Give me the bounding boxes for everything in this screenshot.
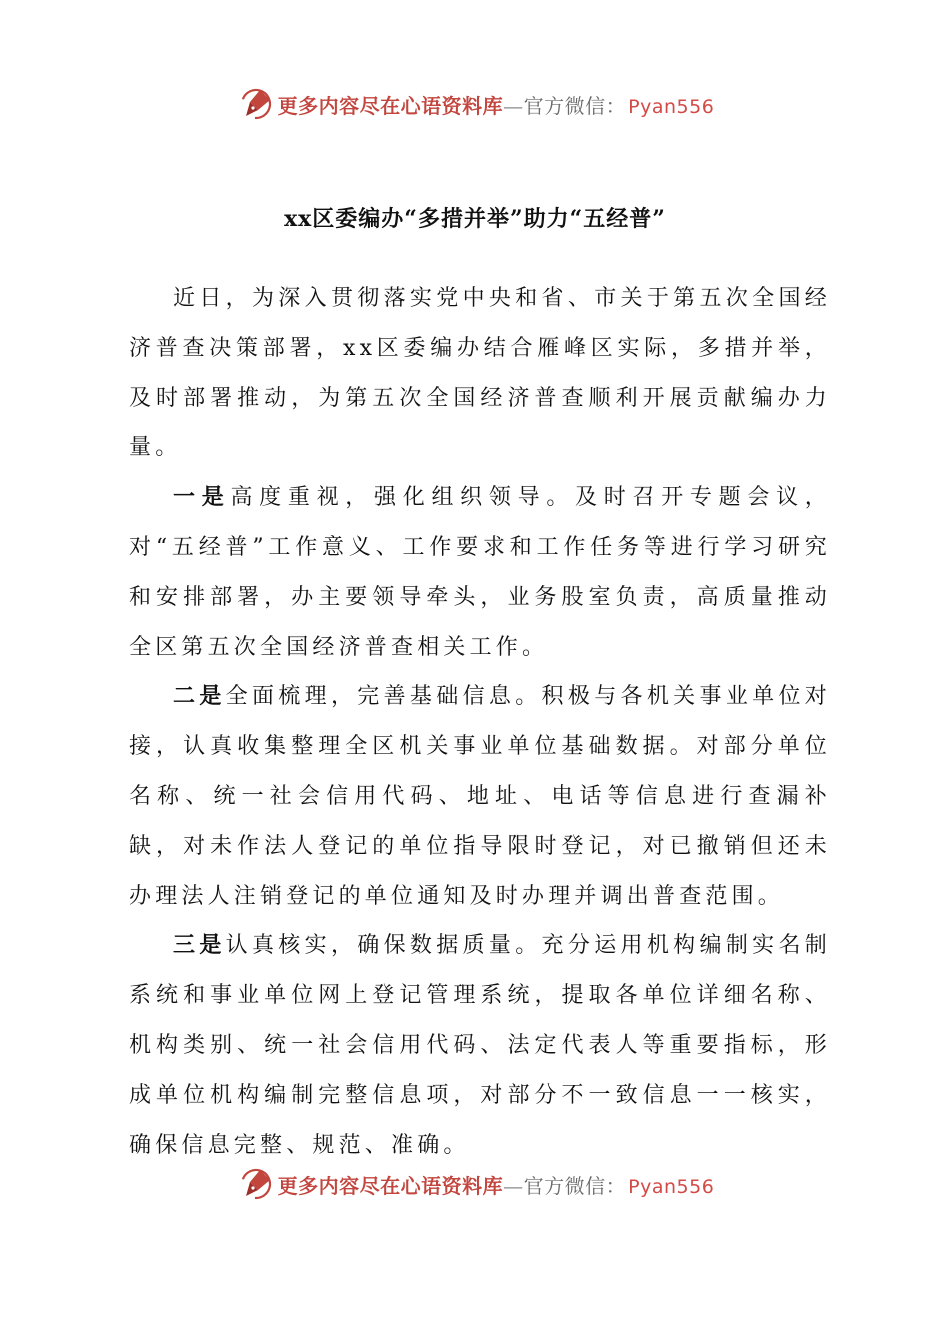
watermark-official-label: 官方微信： [523, 93, 627, 118]
watermark-banner-top [0, 82, 950, 126]
pen-nib-icon [236, 1164, 276, 1204]
paragraph-text: 高度重视，强化组织领导。及时召开专题会议，对“五经普”工作意义、工作要求和工作任务等进行学习研究和安排部署，办主要领导牵头，业务股室负责，高质量推动全区第五次全国经济普查相关工作。 [129, 485, 831, 660]
watermark-dash: — [503, 93, 524, 118]
paragraph-text: 全面梳理，完善基础信息。积极与各机关事业单位对接，认真收集整理全区机关事业单位基础数据。对部分单位名称、统一社会信用代码、地址、电话等信息进行查漏补缺，对未作法人登记的单位指导限时登记，对已撤销但还未办理法人注销登记的单位通知及时办理并调出普查范围。 [129, 684, 831, 909]
watermark-wechat-id: Pyan556 [628, 1175, 715, 1198]
watermark-banner-bottom [0, 1162, 950, 1206]
paragraph-point-2 [129, 672, 831, 921]
paragraph-text: 近日，为深入贯彻落实党中央和省、市关于第五次全国经济普查决策部署，xx区委编办结合雁峰区实际，多措并举，及时部署推动，为第五次全国经济普查顺利开展贡献编办力量。 [129, 286, 831, 461]
document-title: xx区委编办“多措并举”助力“五经普” [284, 206, 666, 232]
pen-nib-icon [236, 84, 276, 124]
paragraph-text: 认真核实，确保数据质量。充分运用机构编制实名制系统和事业单位网上登记管理系统，提取各单位详细名称、机构类别、统一社会信用代码、法定代表人等重要指标，形成单位机构编制完整信息项，对部分不一致信息一一核实，确保信息完整、规范、准确。 [129, 933, 831, 1158]
watermark-dash: — [503, 1173, 524, 1198]
paragraph-point-1 [129, 473, 831, 672]
paragraph-lead: 三是 [173, 932, 226, 959]
watermark-lead-text: 更多内容尽在心语资料库 [277, 93, 504, 118]
paragraph-lead: 一是 [173, 484, 231, 511]
watermark-wechat-id: Pyan556 [628, 95, 715, 118]
watermark-official-label: 官方微信： [523, 1173, 627, 1198]
paragraph-point-3 [129, 921, 831, 1170]
document-body [129, 274, 831, 1170]
paragraph-lead: 二是 [173, 683, 226, 710]
paragraph-intro [129, 274, 831, 473]
watermark-lead-text: 更多内容尽在心语资料库 [277, 1173, 504, 1198]
